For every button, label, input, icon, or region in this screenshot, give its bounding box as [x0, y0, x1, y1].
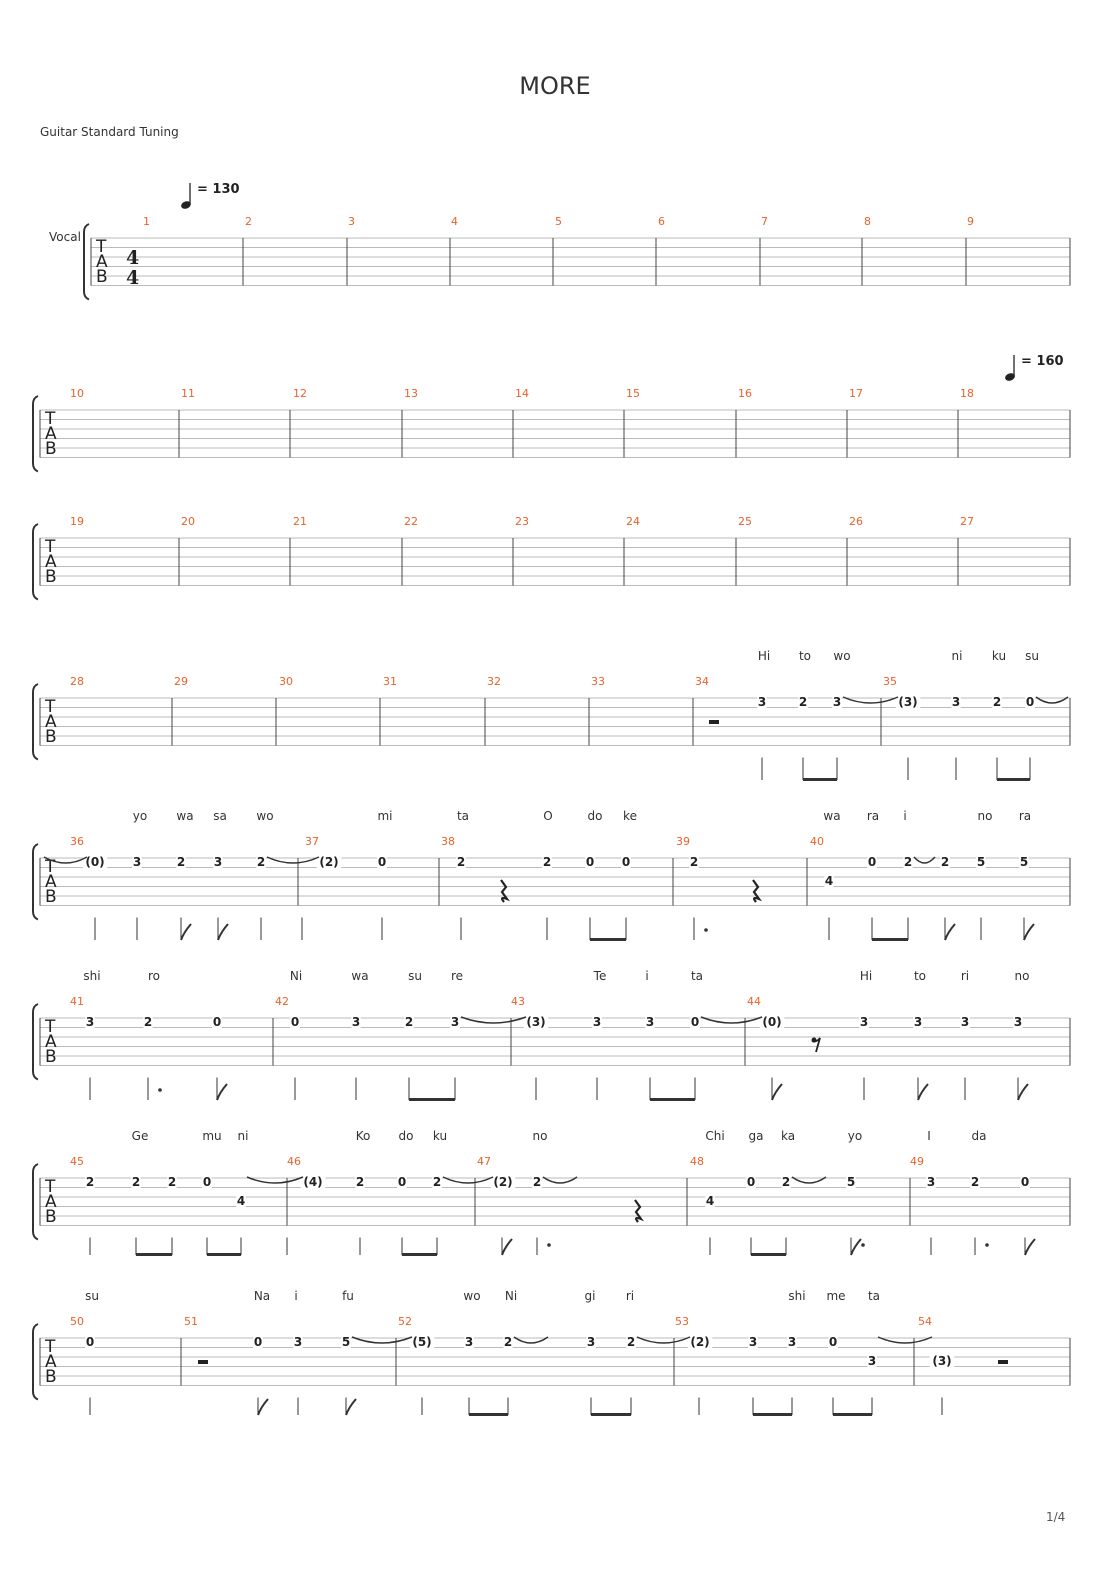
- measure-number: 51: [184, 1315, 198, 1328]
- fret-note: 3: [351, 1015, 361, 1029]
- note-flag: [218, 924, 228, 940]
- measure-number: 16: [738, 387, 752, 400]
- system-bracket: [33, 524, 38, 600]
- fret-note: (0): [762, 1015, 782, 1029]
- fret-note: 3: [464, 1335, 474, 1349]
- measure-number: 40: [810, 835, 824, 848]
- fret-note: 0: [1020, 1175, 1030, 1189]
- fret-note: 2: [992, 695, 1002, 709]
- measure-number: 20: [181, 515, 195, 528]
- beam: [997, 778, 1030, 781]
- lyric-syllable: ra: [1018, 809, 1032, 823]
- quarter-rest: [753, 880, 759, 902]
- measure-number: 35: [883, 675, 897, 688]
- measure-number: 38: [441, 835, 455, 848]
- lyric-syllable: Te: [593, 969, 607, 983]
- measure-number: 37: [305, 835, 319, 848]
- page-number: 1/4: [1046, 1510, 1066, 1524]
- fret-note: 3: [951, 695, 961, 709]
- lyric-syllable: Hi: [757, 649, 771, 663]
- lyric-syllable: Ni: [289, 969, 303, 983]
- system-bracket: [84, 224, 89, 300]
- measure-number: 53: [675, 1315, 689, 1328]
- lyric-syllable: Ni: [504, 1289, 518, 1303]
- tab-clef-letter: T: [45, 537, 56, 557]
- lyric-syllable: I: [927, 1129, 931, 1143]
- note-flag: [346, 1399, 356, 1415]
- fret-note: 3: [748, 1335, 758, 1349]
- fret-note: 2: [626, 1335, 636, 1349]
- lyric-syllable: su: [408, 969, 422, 983]
- fret-note: 5: [341, 1335, 351, 1349]
- beam: [753, 1413, 792, 1416]
- measure-number: 33: [591, 675, 605, 688]
- measure-number: 43: [511, 995, 525, 1008]
- fret-note: (2): [493, 1175, 513, 1189]
- tab-clef-letter: A: [45, 552, 57, 572]
- fret-note: 2: [970, 1175, 980, 1189]
- measure-number: 26: [849, 515, 863, 528]
- lyric-syllable: gi: [584, 1289, 596, 1303]
- lyric-syllable: shi: [788, 1289, 806, 1303]
- lyric-syllable: su: [1025, 649, 1039, 663]
- duration-dot: [861, 1243, 865, 1247]
- fret-note: 0: [690, 1015, 700, 1029]
- fret-note: 2: [85, 1175, 95, 1189]
- half-rest: [709, 720, 719, 724]
- tab-clef-letter: B: [45, 1207, 57, 1227]
- fret-note: 2: [131, 1175, 141, 1189]
- lyric-syllable: su: [85, 1289, 99, 1303]
- beam: [803, 778, 837, 781]
- measure-number: 7: [761, 215, 768, 228]
- fret-note: 3: [757, 695, 767, 709]
- fret-note: 2: [940, 855, 950, 869]
- fret-note: 3: [1013, 1015, 1023, 1029]
- tab-clef-letter: T: [45, 697, 56, 717]
- fret-note: 3: [926, 1175, 936, 1189]
- lyric-syllable: wo: [833, 649, 851, 663]
- fret-note: 3: [450, 1015, 460, 1029]
- half-rest: [198, 1360, 208, 1364]
- tab-clef-letter: A: [45, 1352, 57, 1372]
- tab-clef-letter: B: [45, 439, 57, 459]
- lyric-syllable: Hi: [859, 969, 873, 983]
- measure-number: 21: [293, 515, 307, 528]
- fret-note: 3: [913, 1015, 923, 1029]
- note-flag: [217, 1084, 227, 1100]
- fret-note: 2: [143, 1015, 153, 1029]
- measure-number: 31: [383, 675, 397, 688]
- fret-note: 2: [798, 695, 808, 709]
- note-flag: [772, 1084, 782, 1100]
- fret-note: 0: [85, 1335, 95, 1349]
- fret-note: 0: [202, 1175, 212, 1189]
- lyric-syllable: ro: [147, 969, 161, 983]
- fret-note: 3: [960, 1015, 970, 1029]
- measure-number: 15: [626, 387, 640, 400]
- lyric-syllable: shi: [83, 969, 101, 983]
- fret-note: 0: [621, 855, 631, 869]
- lyric-syllable: ri: [960, 969, 970, 983]
- measure-number: 11: [181, 387, 195, 400]
- beam: [469, 1413, 508, 1416]
- lyric-syllable: ta: [456, 809, 470, 823]
- tab-clef-letter: T: [45, 857, 56, 877]
- lyric-syllable: Chi: [705, 1129, 725, 1143]
- lyric-syllable: da: [971, 1129, 987, 1143]
- fret-note: 0: [253, 1335, 263, 1349]
- measure-number: 47: [477, 1155, 491, 1168]
- measure-number: 8: [864, 215, 871, 228]
- fret-note: 0: [377, 855, 387, 869]
- lyric-syllable: wo: [463, 1289, 481, 1303]
- lyric-syllable: ta: [690, 969, 704, 983]
- tempo-marking: = 160: [1021, 354, 1064, 369]
- fret-note: 2: [532, 1175, 542, 1189]
- lyric-syllable: yo: [132, 809, 148, 823]
- note-flag: [502, 1239, 512, 1255]
- measure-number: 54: [918, 1315, 932, 1328]
- measure-number: 44: [747, 995, 761, 1008]
- measure-number: 29: [174, 675, 188, 688]
- lyric-syllable: ka: [780, 1129, 796, 1143]
- lyric-syllable: fu: [342, 1289, 354, 1303]
- fret-note: 3: [85, 1015, 95, 1029]
- fret-note: 2: [176, 855, 186, 869]
- note-flag: [1025, 1239, 1035, 1255]
- tuning-label: Guitar Standard Tuning: [40, 125, 179, 139]
- quarter-rest: [501, 880, 507, 902]
- duration-dot: [704, 928, 708, 932]
- fret-note: 3: [832, 695, 842, 709]
- beam: [402, 1253, 437, 1256]
- system-bracket: [33, 844, 38, 920]
- tab-clef-letter: A: [45, 872, 57, 892]
- fret-note: 2: [503, 1335, 513, 1349]
- measure-number: 42: [275, 995, 289, 1008]
- fret-note: 3: [213, 855, 223, 869]
- tab-clef-letter: T: [45, 1177, 56, 1197]
- lyric-syllable: i: [294, 1289, 298, 1303]
- note-flag: [258, 1399, 268, 1415]
- fret-note: (0): [85, 855, 105, 869]
- lyric-syllable: Na: [253, 1289, 271, 1303]
- tab-clef-letter: A: [45, 1192, 57, 1212]
- tab-clef-letter: B: [45, 1047, 57, 1067]
- measure-number: 5: [555, 215, 562, 228]
- beam: [833, 1413, 872, 1416]
- fret-note: 2: [903, 855, 913, 869]
- system-bracket: [33, 1164, 38, 1240]
- measure-number: 28: [70, 675, 84, 688]
- fret-note: 3: [867, 1354, 877, 1368]
- lyric-syllable: no: [1014, 969, 1030, 983]
- measure-number: 6: [658, 215, 665, 228]
- system-bracket: [33, 396, 38, 472]
- measure-number: 41: [70, 995, 84, 1008]
- tab-clef-letter: B: [45, 727, 57, 747]
- fret-note: 2: [781, 1175, 791, 1189]
- fret-note: 2: [355, 1175, 365, 1189]
- lyric-syllable: i: [903, 809, 907, 823]
- fret-note: 2: [689, 855, 699, 869]
- beam: [590, 938, 626, 941]
- beam: [872, 938, 908, 941]
- lyric-syllable: ta: [867, 1289, 881, 1303]
- fret-note: 3: [293, 1335, 303, 1349]
- lyric-syllable: ku: [991, 649, 1007, 663]
- lyric-syllable: O: [543, 809, 553, 823]
- fret-note: 0: [828, 1335, 838, 1349]
- note-flag: [1024, 924, 1034, 940]
- lyric-syllable: ni: [237, 1129, 249, 1143]
- lyric-syllable: Ko: [355, 1129, 371, 1143]
- note-flag: [181, 924, 191, 940]
- tab-clef-letter: B: [45, 1367, 57, 1387]
- lyric-syllable: no: [977, 809, 993, 823]
- measure-number: 1: [143, 215, 150, 228]
- tab-clef-letter: A: [45, 1032, 57, 1052]
- tab-clef-letter: T: [96, 237, 107, 257]
- system-bracket: [33, 1324, 38, 1400]
- measure-number: 45: [70, 1155, 84, 1168]
- duration-dot: [985, 1243, 989, 1247]
- fret-note: 0: [290, 1015, 300, 1029]
- lyric-syllable: ni: [951, 649, 963, 663]
- fret-note: (3): [526, 1015, 546, 1029]
- system-bracket: [33, 684, 38, 760]
- tab-clef-letter: T: [45, 409, 56, 429]
- lyric-syllable: to: [913, 969, 927, 983]
- measure-number: 12: [293, 387, 307, 400]
- system-bracket: [33, 1004, 38, 1080]
- fret-note: (3): [898, 695, 918, 709]
- note-flag: [945, 924, 955, 940]
- tab-clef-letter: A: [45, 424, 57, 444]
- measure-number: 18: [960, 387, 974, 400]
- measure-number: 22: [404, 515, 418, 528]
- measure-number: 27: [960, 515, 974, 528]
- lyric-syllable: ku: [432, 1129, 448, 1143]
- beam: [409, 1098, 455, 1101]
- tab-clef-letter: T: [45, 1337, 56, 1357]
- measure-number: 13: [404, 387, 418, 400]
- half-rest: [998, 1360, 1008, 1364]
- measure-number: 34: [695, 675, 709, 688]
- measure-number: 50: [70, 1315, 84, 1328]
- lyric-syllable: to: [798, 649, 812, 663]
- tab-clef-letter: B: [45, 887, 57, 907]
- note-flag: [851, 1239, 861, 1255]
- lyric-syllable: do: [398, 1129, 414, 1143]
- time-signature-bottom: 4: [126, 267, 140, 289]
- lyric-syllable: Ge: [131, 1129, 149, 1143]
- fret-note: (5): [412, 1335, 432, 1349]
- beam: [751, 1253, 786, 1256]
- fret-note: 3: [586, 1335, 596, 1349]
- lyric-syllable: yo: [847, 1129, 863, 1143]
- measure-number: 25: [738, 515, 752, 528]
- fret-note: (2): [690, 1335, 710, 1349]
- fret-note: 2: [167, 1175, 177, 1189]
- lyric-syllable: no: [532, 1129, 548, 1143]
- lyric-syllable: wa: [176, 809, 194, 823]
- fret-note: (3): [932, 1354, 952, 1368]
- instrument-label: Vocal: [49, 230, 81, 244]
- measure-number: 36: [70, 835, 84, 848]
- duration-dot: [547, 1243, 551, 1247]
- fret-note: 4: [705, 1194, 715, 1208]
- fret-note: 0: [397, 1175, 407, 1189]
- fret-note: 3: [132, 855, 142, 869]
- fret-note: 4: [824, 874, 834, 888]
- fret-note: 2: [256, 855, 266, 869]
- fret-note: 0: [585, 855, 595, 869]
- fret-note: 4: [236, 1194, 246, 1208]
- measure-number: 2: [245, 215, 252, 228]
- fret-note: 3: [645, 1015, 655, 1029]
- lyric-syllable: me: [826, 1289, 846, 1303]
- lyric-syllable: wa: [823, 809, 841, 823]
- tab-clef-letter: A: [45, 712, 57, 732]
- fret-note: 2: [404, 1015, 414, 1029]
- score-title: MORE: [519, 72, 591, 100]
- fret-note: 2: [432, 1175, 442, 1189]
- measure-number: 30: [279, 675, 293, 688]
- tab-clef-letter: A: [96, 252, 108, 272]
- fret-note: 5: [976, 855, 986, 869]
- measure-number: 4: [451, 215, 458, 228]
- lyric-syllable: ra: [866, 809, 880, 823]
- lyric-syllable: re: [450, 969, 464, 983]
- beam: [136, 1253, 172, 1256]
- note-flag: [1018, 1084, 1028, 1100]
- time-signature-top: 4: [126, 247, 140, 269]
- fret-note: 0: [867, 855, 877, 869]
- fret-note: (4): [303, 1175, 323, 1189]
- measure-number: 39: [676, 835, 690, 848]
- note-flag: [918, 1084, 928, 1100]
- tempo-marking: = 130: [197, 182, 240, 197]
- fret-note: 5: [1019, 855, 1029, 869]
- lyric-syllable: wa: [351, 969, 369, 983]
- fret-note: 3: [787, 1335, 797, 1349]
- quarter-rest: [635, 1200, 641, 1222]
- lyric-syllable: ga: [748, 1129, 764, 1143]
- measure-number: 46: [287, 1155, 301, 1168]
- lyric-syllable: do: [587, 809, 603, 823]
- fret-note: 2: [456, 855, 466, 869]
- measure-number: 17: [849, 387, 863, 400]
- measure-number: 48: [690, 1155, 704, 1168]
- measure-number: 24: [626, 515, 640, 528]
- fret-note: 3: [592, 1015, 602, 1029]
- tab-clef-letter: B: [96, 267, 108, 287]
- measure-number: 49: [910, 1155, 924, 1168]
- lyric-syllable: wo: [256, 809, 274, 823]
- beam: [207, 1253, 241, 1256]
- fret-note: 5: [846, 1175, 856, 1189]
- lyric-syllable: ke: [623, 809, 637, 823]
- duration-dot: [158, 1088, 162, 1092]
- fret-note: 2: [542, 855, 552, 869]
- measure-number: 19: [70, 515, 84, 528]
- beam: [650, 1098, 695, 1101]
- lyric-syllable: sa: [213, 809, 227, 823]
- measure-number: 32: [487, 675, 501, 688]
- fret-note: 3: [859, 1015, 869, 1029]
- measure-number: 52: [398, 1315, 412, 1328]
- measure-number: 10: [70, 387, 84, 400]
- fret-note: (2): [319, 855, 339, 869]
- tab-clef-letter: T: [45, 1017, 56, 1037]
- fret-note: 0: [1025, 695, 1035, 709]
- lyric-syllable: ri: [625, 1289, 635, 1303]
- lyric-syllable: mu: [202, 1129, 222, 1143]
- measure-number: 3: [348, 215, 355, 228]
- measure-number: 14: [515, 387, 529, 400]
- tab-clef-letter: B: [45, 567, 57, 587]
- fret-note: 0: [746, 1175, 756, 1189]
- lyric-syllable: mi: [377, 809, 393, 823]
- lyric-syllable: i: [645, 969, 649, 983]
- fret-note: 0: [212, 1015, 222, 1029]
- beam: [591, 1413, 631, 1416]
- measure-number: 23: [515, 515, 529, 528]
- measure-number: 9: [967, 215, 974, 228]
